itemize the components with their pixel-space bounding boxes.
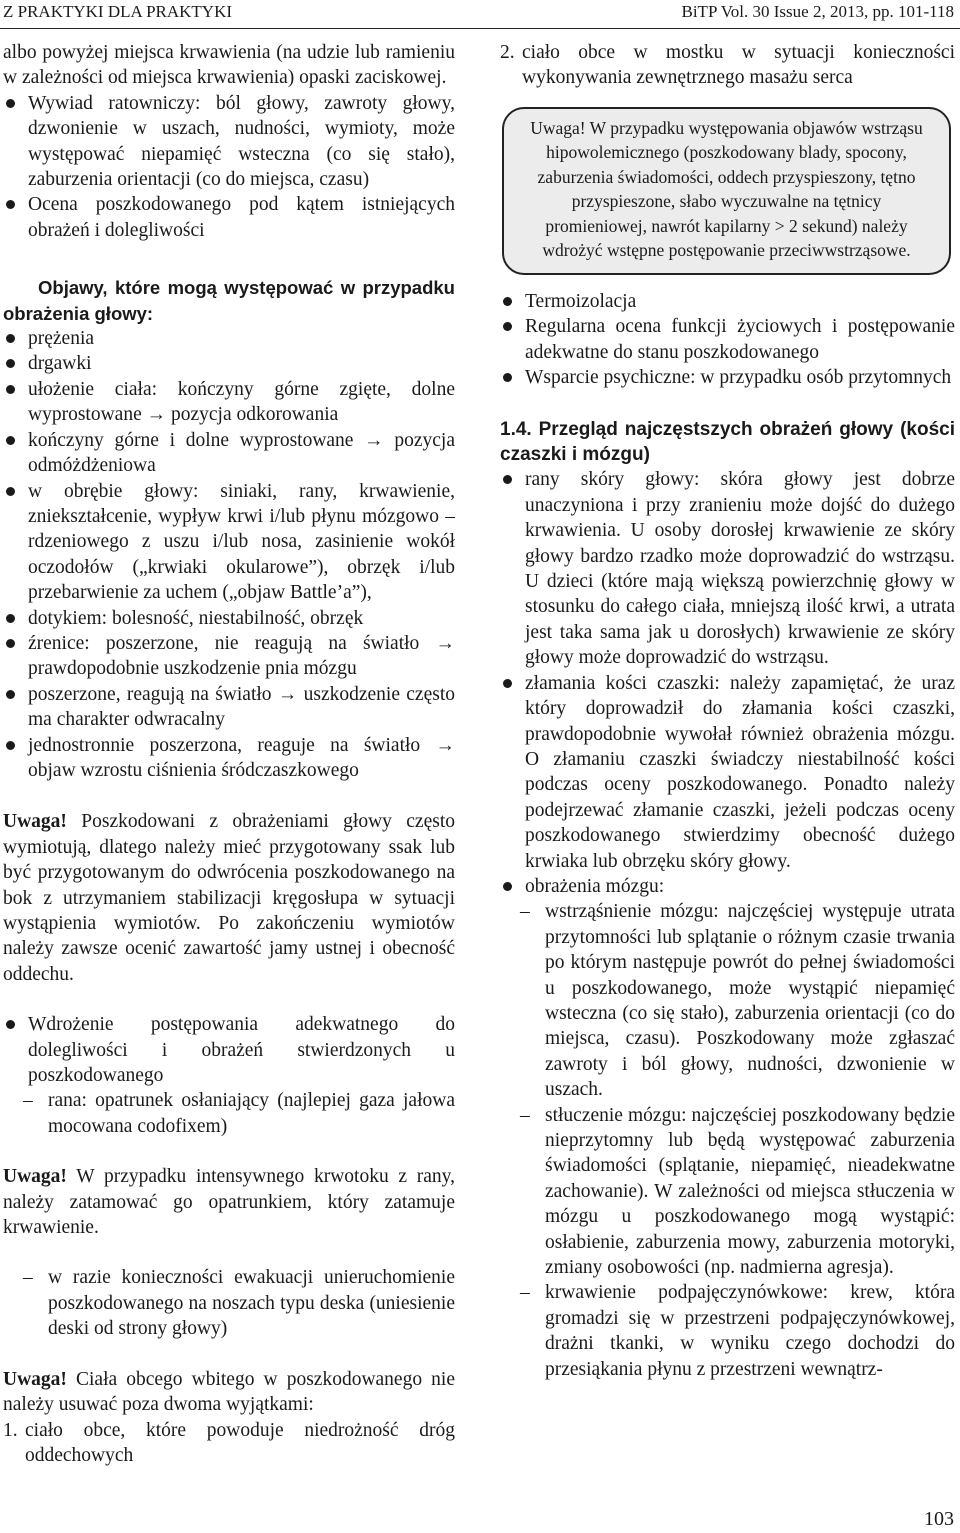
- list-item: – krwawienie podpajęczynówkowe: krew, która gromadzi się w przestrzeni podpajęczynówkowej, drażni tkanki, w wyniku czego dochodzi do przesiąkania płynu z przestrzeni wewnątrz-: [500, 1280, 955, 1382]
- list-item: poszerzone, reagują na światło → uszkodzenie często ma charakter odwracalny: [3, 682, 455, 733]
- list-item: drgawki: [3, 351, 455, 376]
- list-item: – wstrząśnienie mózgu: najczęściej występuje utrata przytomności lub splątanie o różnym czasie trwania po którym następuje powrót do pełnej świadomości u poszkodowanego, może wystąpić niepamięć wsteczna (co się stało), zaburzenia orientacji (co do miejsca, czasu). Poszkodowany może zgłaszać zawroty i ból głowy, nudności, dzwonienie w uszach.: [500, 899, 955, 1102]
- symptoms-title: Objawy, które mogą występować w przypadku obrażenia głowy:: [3, 277, 455, 324]
- page-number: 103: [924, 1508, 954, 1530]
- header-journal: BiTP Vol. 30 Issue 2, 2013, pp. 101-118: [681, 2, 954, 21]
- list-item: kończyny górne i dolne wyprostowane → pozycja odmóżdżeniowa: [3, 428, 455, 479]
- care-list: [500, 289, 955, 391]
- right-column: [500, 40, 955, 1382]
- list-item: złamania kości czaszki: należy zapamiętać, że uraz który doprowadził do złamania kości czaszki, prawdopodobnie wywołał również obrażenia mózgu. O złamaniu czaszki świadczy niestabilność kości podczas oceny poszkodowanego. Ponadto należy podejrzewać złamanie czaszki, jeżeli podczas oceny poszkodowanego stwierdzimy obecność dużego krwiaka lub obrzęku skóry głowy.: [500, 671, 955, 874]
- list-item: Termoizolacja: [500, 289, 955, 314]
- list-item: w obrębie głowy: siniaki, rany, krwawienie, zniekształcenie, wypływ krwi i/lub płynu mózgowo – rdzeniowego z uszu i/lub nosa, zasinienie wokół oczodołów („krwiaki okularowe”), obrzęk i/lub przebarwienie za uchem („objaw Battle’a”),: [3, 479, 455, 606]
- list-item: Wywiad ratowniczy: ból głowy, zawroty głowy, dzwonienie w uszach, nudności, wymioty, może występować niepamięć wsteczna (co się stało), zaburzenia orientacji (co do miejsca, czasu): [3, 91, 455, 193]
- treatment-list: [3, 1012, 455, 1088]
- assessment-list: [3, 91, 455, 243]
- list-item: rany skóry głowy: skóra głowy jest dobrze unaczyniona i przy zranieniu może dojść do dużego krwawienia. U osoby dorosłej krwawienie ze skóry głowy bardzo rzadko może doprowadzić do wstrząsu. U dzieci (które mają większą powierzchnię głowy w stosunku do całego ciała, mniejszą ilość krwi, a utrata jest taka sama jak u dorosłych) krwawienie ze skóry głowy może doprowadzić do wstrząsu.: [500, 467, 955, 670]
- exceptions-list-continued: [500, 40, 955, 91]
- list-item: Ocena poszkodowanego pod kątem istniejących obrażeń i dolegliwości: [3, 192, 455, 243]
- list-item: ułożenie ciała: kończyny górne zgięte, dolne wyprostowane → pozycja odkorowania: [3, 377, 455, 428]
- item-text: ciało obce w mostku w sytuacji konieczności wykonywania zewnętrznego masażu serca: [522, 42, 955, 89]
- note-vomiting: [3, 809, 455, 987]
- note-text: W przypadku intensywnego krwotoku z rany, należy zatamować go opatrunkiem, który zatamuje krwawienie.: [3, 1166, 455, 1239]
- list-item: prężenia: [3, 326, 455, 351]
- list-item: – w razie konieczności ewakuacji unieruchomienie poszkodowanego na noszach typu deska (uniesienie deski od strony głowy): [3, 1265, 455, 1341]
- note-foreign-body: [3, 1367, 455, 1418]
- note-label: Uwaga!: [3, 1166, 67, 1188]
- list-item: Wsparcie psychiczne: w przypadku osób przytomnych: [500, 365, 955, 390]
- list-item: – stłuczenie mózgu: najczęściej poszkodowany będzie nieprzytomny lub będą występować zaburzenia świadomości (splątanie, niepamięć, nieadekwatne zachowanie). W zależności od miejsca stłuczenia w mózgu u poszkodowanego mogą wystąpić: osłabienie, zaburzenia mowy, zaburzenia motoryki, zmiany osobowości (np. nadmierna agresja).: [500, 1103, 955, 1281]
- note-text: Poszkodowani z obrażeniami głowy często wymiotują, dlatego należy mieć przygotowany ssak lub być przygotowanym do odwrócenia poszkodowanego na bok z utrzymaniem stabilizacji kręgosłupa w sytuacji wystąpienia wymiotów. Po zakończeniu wymiotów należy zawsze ocenić zawartość jamy ustnej i obecność oddechu.: [3, 811, 455, 985]
- note-label: Uwaga!: [3, 1368, 67, 1390]
- note-label: Uwaga!: [3, 811, 67, 833]
- list-item: dotykiem: bolesność, niestabilność, obrzęk: [3, 606, 455, 631]
- running-header: [0, 0, 960, 29]
- shock-notice-box: Uwaga! W przypadku występowania objawów wstrząsu hipowolemicznego (poszkodowany blady, spocony, zaburzenia świadomości, oddech przyspieszony, tętno przyspieszone, słabo wyczuwalne na tętnicy promieniowej, nawrót kapilarny > 2 sekund) należy wdrożyć wstępne postępowanie przeciwwstrząsowe.: [502, 107, 951, 275]
- injuries-list: [500, 467, 955, 899]
- wound-list: [3, 1088, 455, 1139]
- section-heading: 1.4. Przegląd najczęstszych obrażeń głowy (kości czaszki i mózgu): [500, 419, 955, 465]
- note-text: Ciała obcego wbitego w poszkodowanego nie należy usuwać poza dwoma wyjątkami:: [3, 1368, 455, 1416]
- header-section: Z PRAKTYKI DLA PRAKTYKI: [3, 2, 233, 21]
- note-bleeding: [3, 1164, 455, 1240]
- list-item: Regularna ocena funkcji życiowych i postępowanie adekwatne do stanu poszkodowanego: [500, 314, 955, 365]
- item-number: 2.: [500, 42, 515, 63]
- list-item: – rana: opatrunek osłaniający (najlepiej gaza jałowa mocowana codofixem): [3, 1088, 455, 1139]
- list-item: jednostronnie poszerzona, reaguje na światło → objaw wzrostu ciśnienia śródczaszkowego: [3, 733, 455, 784]
- left-column: [3, 40, 455, 1468]
- list-item: [500, 40, 955, 91]
- brain-injuries-list: [500, 899, 955, 1382]
- list-item: obrażenia mózgu:: [500, 874, 955, 899]
- list-item: źrenice: poszerzone, nie reagują na światło → prawdopodobnie uszkodzenie pnia mózgu: [3, 631, 455, 682]
- item-text: ciało obce, które powoduje niedrożność dróg oddechowych: [25, 1419, 455, 1466]
- symptoms-list: [3, 326, 455, 783]
- intro-paragraph: albo powyżej miejsca krwawienia (na udzie lub ramieniu w zależności od miejsca krwawienia) opaski zaciskowej.: [3, 42, 455, 89]
- exceptions-list: [3, 1418, 455, 1469]
- list-item: [3, 1418, 455, 1469]
- evacuation-list: [3, 1265, 455, 1341]
- list-item: Wdrożenie postępowania adekwatnego do dolegliwości i obrażeń stwierdzonych u poszkodowanego: [3, 1012, 455, 1088]
- item-number: 1.: [3, 1419, 18, 1441]
